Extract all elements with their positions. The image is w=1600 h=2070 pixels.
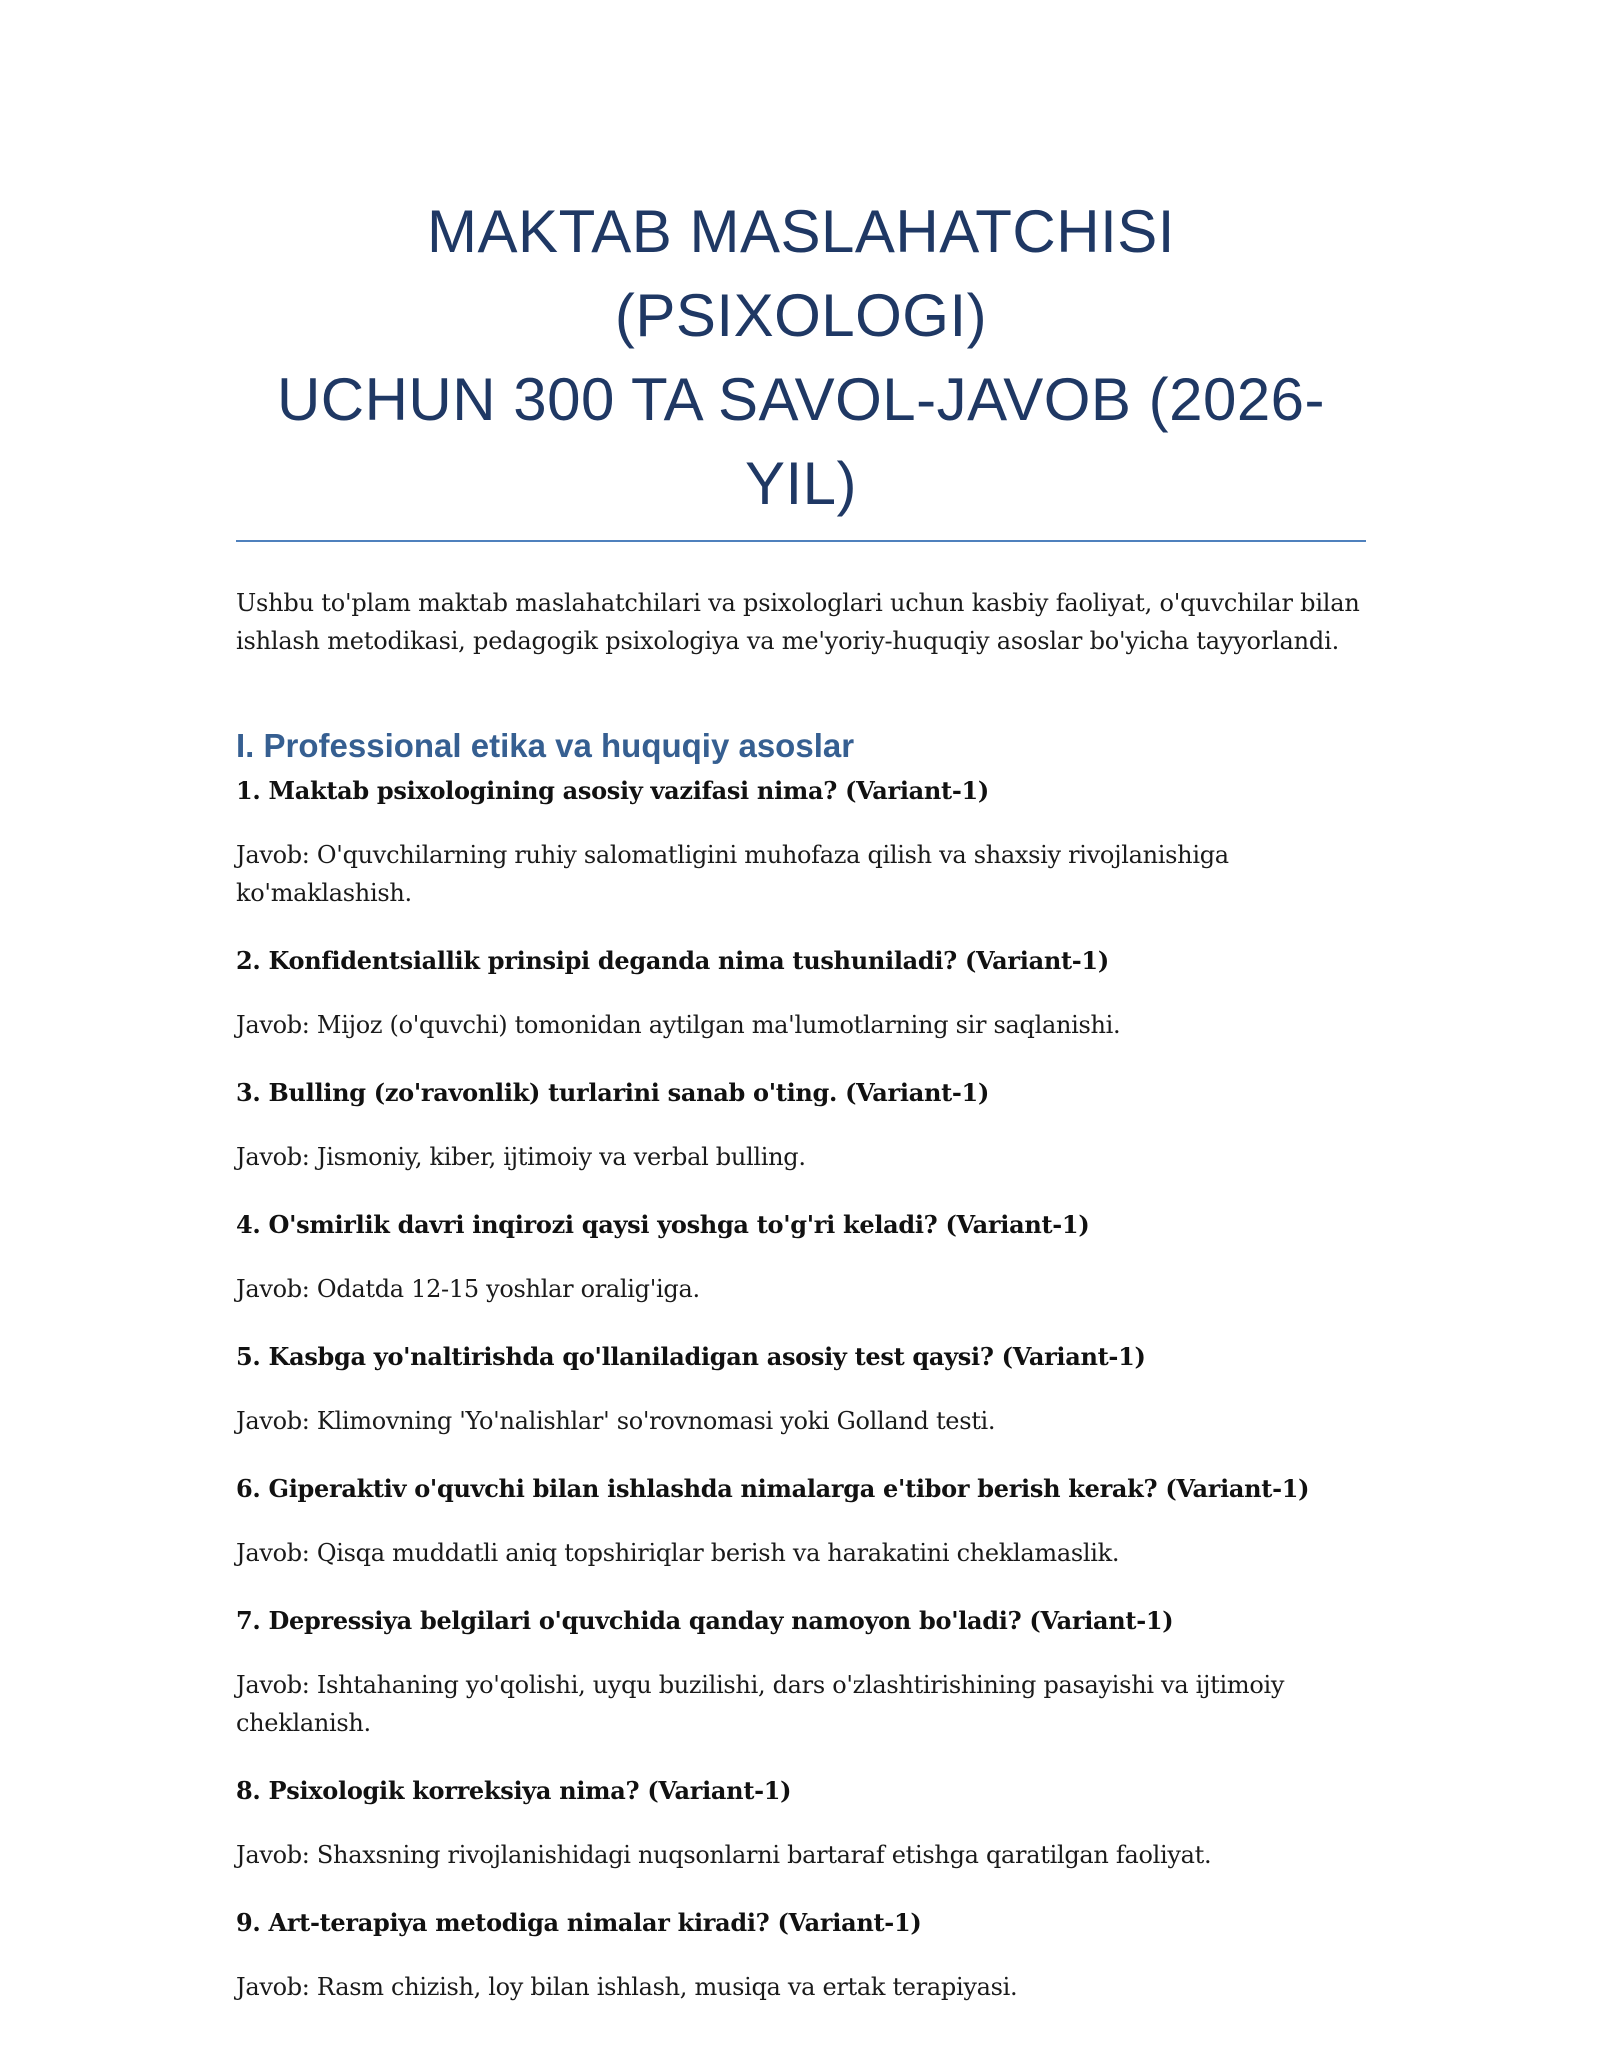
question-text: 1. Maktab psixologining asosiy vazifasi nima? (Variant-1) <box>236 776 989 805</box>
qa-item <box>236 942 1366 1044</box>
answer-text: Javob: Jismoniy, kiber, ijtimoiy va verbal bulling. <box>236 1143 806 1171</box>
title-line-1: MAKTAB MASLAHATCHISI (PSIXOLOGI) <box>427 198 1175 349</box>
qa-item <box>236 772 1366 912</box>
question-text: 4. O'smirlik davri inqirozi qaysi yoshga to'g'ri keladi? (Variant-1) <box>236 1210 1090 1239</box>
qa-item <box>236 1470 1366 1572</box>
answer-text: Javob: Shaxsning rivojlanishidagi nuqsonlarni bartaraf etishga qaratilgan faoliyat. <box>236 1841 1212 1869</box>
question-text: 8. Psixologik korreksiya nima? (Variant-1) <box>236 1776 792 1805</box>
document-title <box>236 190 1366 526</box>
qa-item <box>236 1338 1366 1440</box>
question-text: 2. Konfidentsiallik prinsipi deganda nima tushuniladi? (Variant-1) <box>236 946 1109 975</box>
answer-text: Javob: Mijoz (o'quvchi) tomonidan aytilgan ma'lumotlarning sir saqlanishi. <box>236 1011 1121 1039</box>
answer-text: Javob: Qisqa muddatli aniq topshiriqlar berish va harakatini cheklamaslik. <box>236 1539 1120 1567</box>
question-text: 7. Depressiya belgilari o'quvchida qanday namoyon bo'ladi? (Variant-1) <box>236 1606 1174 1635</box>
qa-item <box>236 1206 1366 1308</box>
qa-item <box>236 1602 1366 1742</box>
question-text: 6. Giperaktiv o'quvchi bilan ishlashda nimalarga e'tibor berish kerak? (Variant-1) <box>236 1474 1310 1503</box>
intro-paragraph: Ushbu to'plam maktab maslahatchilari va psixologlari uchun kasbiy faoliyat, o'quvchilar bilan ishlash metodikasi, pedagogik psixologiya va me'yoriy-huquqiy asoslar bo'yicha tayyorlandi. <box>236 589 1360 655</box>
answer-text: Javob: O'quvchilarning ruhiy salomatligini muhofaza qilish va shaxsiy rivojlanishiga ko'maklashish. <box>236 841 1229 907</box>
question-text: 5. Kasbga yo'naltirishda qo'llaniladigan asosiy test qaysi? (Variant-1) <box>236 1342 1146 1371</box>
question-text: 3. Bulling (zo'ravonlik) turlarini sanab o'ting. (Variant-1) <box>236 1078 990 1107</box>
answer-text: Javob: Odatda 12-15 yoshlar oralig'iga. <box>236 1275 700 1303</box>
qa-item <box>236 1772 1366 1874</box>
answer-text: Javob: Klimovning 'Yo'nalishlar' so'rovnomasi yoki Golland testi. <box>236 1407 996 1435</box>
answer-text: Javob: Ishtahaning yo'qolishi, uyqu buzilishi, dars o'zlashtirishining pasayishi va ijtimoiy cheklanish. <box>236 1671 1285 1737</box>
answer-text: Javob: Rasm chizish, loy bilan ishlash, musiqa va ertak terapiyasi. <box>236 1973 1018 2001</box>
section-heading: I. Professional etika va huquqiy asoslar <box>236 727 855 764</box>
page-content <box>236 190 1366 2036</box>
title-line-2: UCHUN 300 TA SAVOL-JAVOB (2026-YIL) <box>276 366 1326 517</box>
title-underline <box>236 540 1366 542</box>
qa-item <box>236 1074 1366 1176</box>
question-text: 9. Art-terapiya metodiga nimalar kiradi? (Variant-1) <box>236 1908 922 1937</box>
qa-item <box>236 1904 1366 2006</box>
